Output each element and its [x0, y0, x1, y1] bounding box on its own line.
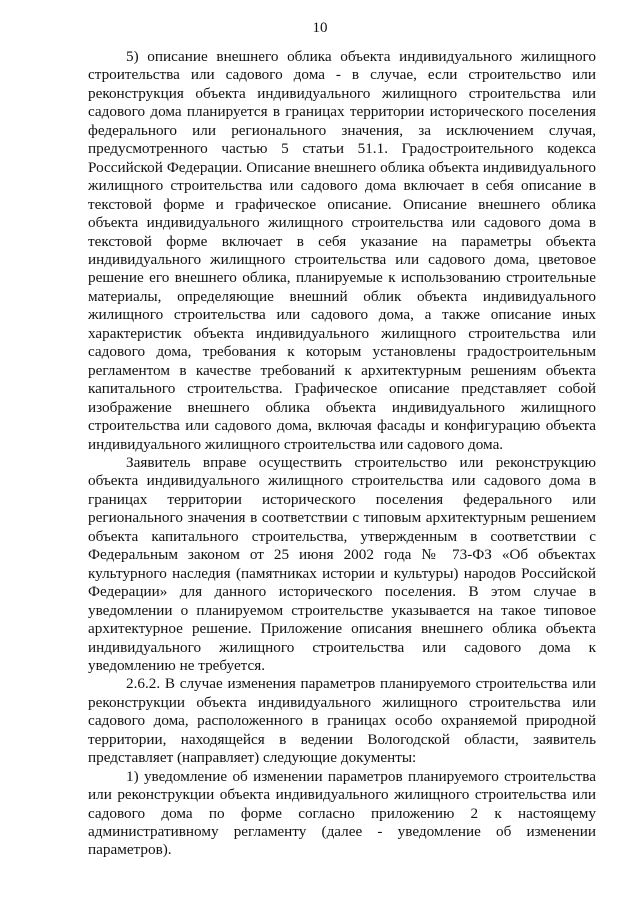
document-body: [88, 48, 596, 860]
paragraph-item-1-notification: 1) уведомление об изменении параметров планируемого строительства или реконструкции объекта индивидуального жилищного строительства или садового дома по форме согласно приложению 2 к настоящему административному регламенту (далее - уведомление об изменении параметров).: [88, 767, 596, 859]
paragraph-exterior-description: 5) описание внешнего облика объекта индивидуального жилищного строительства или садового дома - в случае, если строительство или реконструкция объекта индивидуального жилищного строительства или садового дома планируется в границах территории исторического поселения федерального или регионального значения, за исключением случая, предусмотренного частью 5 статьи 51.1. Градостроительного кодекса Российской Федерации. Описание внешнего облика объекта индивидуального жилищного строительства или садового дома включает в себя описание в текстовой форме и графическое описание. Описание внешнего облика объекта индивидуального жилищного строительства или садового дома в текстовой форме включает в себя указание на параметры объекта индивидуального жилищного строительства или садового дома, цветовое решение его внешнего облика, планируемые к использованию строительные материалы, определяющие внешний облик объекта индивидуального жилищного строительства или садового дома, а также описание иных характеристик объекта индивидуального жилищного строительства или садового дома, требования к которым установлены градостроительным регламентом в качестве требований к архитектурным решениям объекта капитального строительства. Графическое описание представляет собой изображение внешнего облика объекта индивидуального жилищного строительства или садового дома, включая фасады и конфигурацию объекта индивидуального жилищного строительства или садового дома.: [88, 48, 596, 453]
page-number: 10: [312, 20, 328, 36]
paragraph-section-2-6-2: 2.6.2. В случае изменения параметров планируемого строительства или реконструкции объекта индивидуального жилищного строительства или садового дома, расположенного в границах особо охраняемой природной территории, находящейся в ведении Вологодской области, заявитель представляет (направляет) следующие документы:: [88, 675, 596, 767]
paragraph-typical-architectural-solution: Заявитель вправе осуществить строительство или реконструкцию объекта индивидуального жилищного строительства или садового дома в границах территории исторического поселения федерального или регионального значения в соответствии с типовым архитектурным решением объекта капитального строительства, утвержденным в соответствии с Федеральным законом от 25 июня 2002 года № 73-ФЗ «Об объектах культурного наследия (памятниках истории и культуры) народов Российской Федерации» для данного исторического поселения. В этом случае в уведомлении о планируемом строительстве указывается на такое типовое архитектурное решение. Приложение описания внешнего облика объекта индивидуального жилищного строительства или садового дома к уведомлению не требуется.: [88, 453, 596, 674]
